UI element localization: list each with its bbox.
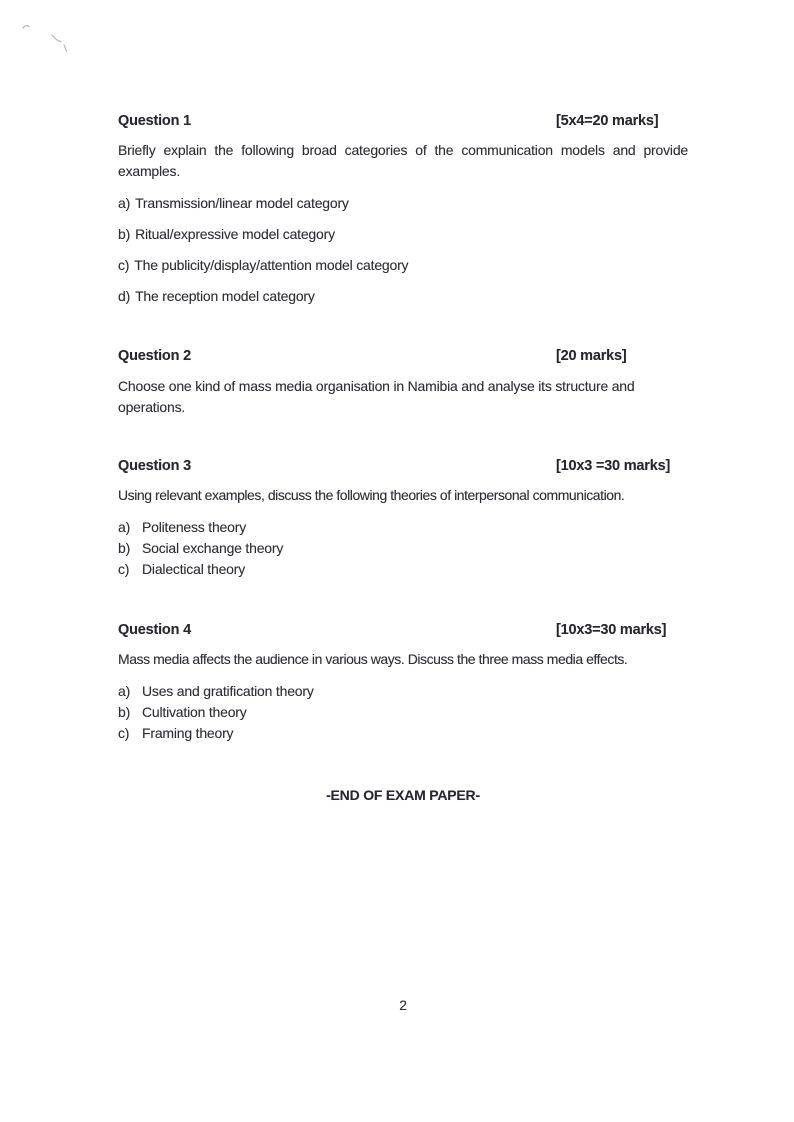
- question-title: Question 1: [118, 113, 191, 129]
- list-item: [118, 538, 688, 559]
- list-item-label: d): [118, 288, 131, 304]
- list-item-text: Ritual/expressive model category: [135, 226, 335, 242]
- list-item-label: c): [118, 725, 130, 741]
- list-item: [118, 517, 688, 538]
- question-item-list: [118, 517, 688, 580]
- question-title: Question 2: [118, 348, 191, 364]
- pencil-scribble-marks: [14, 18, 84, 60]
- question-body: Choose one kind of mass media organisation in Namibia and analyse its structure and operations.: [118, 378, 635, 415]
- list-item: [118, 286, 688, 307]
- list-item-text: Cultivation theory: [142, 704, 247, 720]
- question-marks: [20 marks]: [556, 348, 627, 364]
- document-body: [118, 0, 688, 1016]
- list-item: [118, 193, 688, 214]
- list-item: [118, 559, 688, 580]
- question-marks: [10x3=30 marks]: [556, 622, 667, 638]
- list-item-label: b): [118, 226, 131, 242]
- list-item-label: a): [118, 683, 131, 699]
- list-item-label: b): [118, 704, 131, 720]
- page-number: 2: [399, 997, 407, 1013]
- list-item: [118, 224, 688, 245]
- question-3-heading: [118, 456, 688, 477]
- question-item-list: [118, 193, 688, 307]
- list-item: [118, 255, 688, 276]
- list-item: [118, 702, 688, 723]
- list-item-text: The reception model category: [135, 288, 315, 304]
- list-item-text: Politeness theory: [142, 519, 246, 535]
- question-title: Question 4: [118, 622, 191, 638]
- question-body: Using relevant examples, discuss the following theories of interpersonal communication.: [118, 487, 625, 503]
- question-marks: [5x4=20 marks]: [556, 113, 659, 129]
- list-item-text: Dialectical theory: [142, 561, 245, 577]
- list-item-text: Uses and gratification theory: [142, 683, 314, 699]
- question-1-heading: [118, 111, 688, 132]
- question-title: Question 3: [118, 458, 191, 474]
- list-item-label: c): [118, 561, 130, 577]
- question-2-heading: [118, 346, 688, 367]
- question-item-list: [118, 681, 688, 744]
- list-item-text: Transmission/linear model category: [135, 195, 349, 211]
- question-body: Mass media affects the audience in various ways. Discuss the three mass media effects.: [118, 651, 628, 667]
- list-item-text: The publicity/display/attention model category: [134, 257, 409, 273]
- list-item-label: b): [118, 540, 131, 556]
- list-item: [118, 723, 688, 744]
- question-4-heading: [118, 620, 688, 641]
- list-item-text: Framing theory: [142, 725, 234, 741]
- list-item: [118, 681, 688, 702]
- question-marks: [10x3 =30 marks]: [556, 458, 671, 474]
- question-body: Briefly explain the following broad categories of the communication models and provide examples.: [118, 142, 688, 179]
- list-item-text: Social exchange theory: [142, 540, 284, 556]
- list-item-label: c): [118, 257, 130, 273]
- end-of-exam-paper-marker: -END OF EXAM PAPER-: [326, 787, 480, 803]
- list-item-label: a): [118, 519, 131, 535]
- list-item-label: a): [118, 195, 131, 211]
